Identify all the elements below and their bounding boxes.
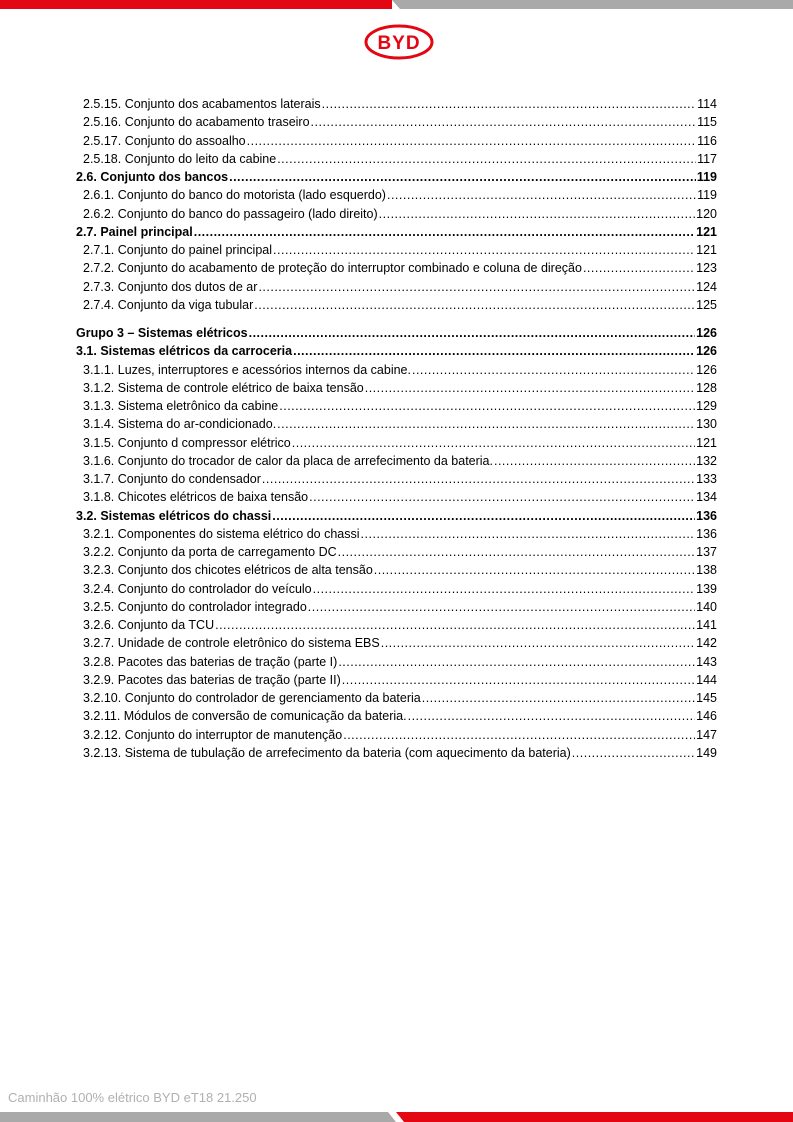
toc-entry[interactable] (76, 342, 717, 360)
toc-entry-title: 3.1.3. Sistema eletrônico da cabine (83, 399, 279, 413)
toc-entry-page: 116 (697, 133, 717, 148)
toc-entry[interactable] (76, 296, 717, 314)
toc-entry-title: 3.2.13. Sistema de tubulação de arrefecimento da bateria (com aquecimento da bateria) (83, 745, 571, 760)
toc-entry[interactable] (76, 278, 717, 296)
toc-dot-leader (292, 434, 695, 452)
toc-entry-page: 142 (696, 636, 717, 651)
toc-entry[interactable] (76, 653, 717, 671)
toc-dot-leader (374, 561, 695, 579)
table-of-contents (76, 95, 717, 762)
toc-entry-title: 2.7. Painel principal (76, 224, 193, 239)
toc-entry-page: 141 (696, 618, 717, 632)
toc-entry[interactable] (76, 507, 717, 525)
toc-entry-title: 3.1.6. Conjunto do trocador de calor da placa de arrefecimento da bateria. (83, 453, 493, 468)
toc-dot-leader (309, 488, 695, 506)
toc-dot-leader (379, 205, 695, 223)
toc-entry[interactable] (76, 434, 717, 452)
toc-dot-leader (342, 671, 695, 689)
toc-entry-title: 2.5.18. Conjunto do leito da cabine (83, 151, 277, 166)
toc-entry-title: 3.2.5. Conjunto do controlador integrado (83, 599, 307, 614)
toc-dot-leader (387, 186, 696, 204)
toc-entry-title: 3.2.4. Conjunto do controlador do veículo (83, 581, 312, 596)
toc-dot-leader (422, 689, 695, 707)
toc-entry-title: 3.1. Sistemas elétricos da carroceria (76, 344, 293, 359)
toc-entry-page: 126 (696, 362, 717, 377)
toc-entry-page: 138 (696, 563, 717, 578)
toc-entry[interactable] (76, 580, 717, 598)
toc-group-spacer (76, 314, 717, 324)
toc-entry-title: 3.2. Sistemas elétricos do chassi (76, 508, 272, 523)
toc-entry[interactable] (76, 95, 717, 113)
toc-entry-title: 2.7.2. Conjunto do acabamento de proteção do interruptor combinado e coluna de direção (83, 261, 582, 276)
toc-entry[interactable] (76, 150, 717, 168)
toc-entry[interactable] (76, 186, 717, 204)
toc-entry-page: 126 (696, 344, 717, 359)
toc-dot-leader (311, 113, 697, 131)
byd-logo (364, 24, 434, 60)
toc-entry-page: 132 (696, 453, 717, 468)
toc-entry[interactable] (76, 726, 717, 744)
toc-entry-page: 146 (696, 709, 717, 724)
toc-dot-leader (258, 278, 695, 296)
toc-entry[interactable] (76, 397, 717, 415)
toc-entry-page: 117 (697, 151, 717, 166)
toc-entry-title: 2.6.2. Conjunto do banco do passageiro (lado direito) (83, 206, 378, 221)
toc-dot-leader (308, 598, 695, 616)
toc-entry-title: 3.1.2. Sistema de controle elétrico de baixa tensão (83, 380, 364, 395)
toc-entry[interactable] (76, 132, 717, 150)
toc-entry-page: 137 (696, 545, 717, 559)
toc-entry-title: 3.1.5. Conjunto d compressor elétrico (83, 435, 291, 450)
toc-entry-page: 140 (696, 599, 717, 614)
toc-dot-leader (412, 361, 695, 379)
toc-entry[interactable] (76, 415, 717, 433)
toc-entry-page: 144 (696, 672, 717, 687)
toc-entry[interactable] (76, 361, 717, 379)
header-red-stripe (0, 0, 392, 9)
toc-dot-leader (273, 241, 695, 259)
toc-entry-page: 136 (696, 526, 717, 541)
toc-entry[interactable] (76, 241, 717, 259)
toc-entry-title: 3.2.11. Módulos de conversão de comunicação da bateria. (83, 709, 407, 724)
toc-dot-leader (194, 223, 695, 241)
toc-entry[interactable] (76, 452, 717, 470)
toc-entry-title: 3.1.4. Sistema do ar-condicionado. (83, 417, 277, 432)
toc-dot-leader (313, 580, 696, 598)
toc-entry[interactable] (76, 561, 717, 579)
toc-entry-page: 149 (696, 745, 717, 760)
toc-entry-page: 134 (696, 490, 717, 505)
toc-entry-title: 3.2.12. Conjunto do interruptor de manutenção (83, 727, 343, 742)
toc-entry-title: 3.1.1. Luzes, interruptores e acessórios internos da cabine. (83, 362, 411, 377)
toc-dot-leader (365, 379, 695, 397)
toc-dot-leader (262, 470, 695, 488)
toc-dot-leader (494, 452, 695, 470)
toc-entry-page: 147 (696, 727, 717, 742)
toc-entry[interactable] (76, 324, 717, 342)
toc-entry-page: 119 (697, 188, 717, 203)
toc-entry-title: 3.2.7. Unidade de controle eletrônico do sistema EBS (83, 636, 380, 651)
toc-entry-page: 115 (697, 115, 717, 130)
toc-entry-title: 3.1.8. Chicotes elétricos de baixa tensão (83, 490, 309, 505)
toc-entry-title: Grupo 3 – Sistemas elétricos (76, 326, 248, 340)
toc-dot-leader (249, 324, 696, 342)
page-footer: Caminhão 100% elétrico BYD eT18 21.250 (8, 1090, 257, 1105)
logo-text: BYD (377, 33, 421, 54)
toc-entry[interactable] (76, 744, 717, 762)
toc-entry-page: 125 (696, 297, 717, 312)
toc-dot-leader (361, 525, 696, 543)
toc-entry-title: 2.5.17. Conjunto do assoalho (83, 133, 246, 148)
toc-dot-leader (322, 95, 696, 113)
toc-entry[interactable] (76, 707, 717, 725)
toc-entry-page: 143 (696, 654, 717, 669)
toc-entry-page: 145 (696, 691, 717, 705)
toc-dot-leader (272, 507, 695, 525)
toc-entry[interactable] (76, 671, 717, 689)
toc-entry-page: 120 (696, 206, 717, 221)
toc-entry-title: 3.2.1. Componentes do sistema elétrico do chassi (83, 526, 360, 541)
toc-dot-leader (277, 150, 696, 168)
toc-dot-leader (338, 543, 696, 561)
toc-dot-leader (572, 744, 695, 762)
toc-entry-title: 2.7.3. Conjunto dos dutos de ar (83, 279, 258, 294)
toc-entry-page: 128 (696, 380, 717, 395)
toc-entry-title: 3.2.10. Conjunto do controlador de gerenciamento da bateria (83, 691, 421, 705)
toc-entry-page: 121 (696, 224, 717, 239)
toc-entry-page: 130 (696, 417, 717, 432)
toc-entry-page: 129 (696, 399, 717, 413)
toc-entry-title: 2.6.1. Conjunto do banco do motorista (lado esquerdo) (83, 188, 386, 203)
toc-entry-page: 136 (696, 508, 717, 523)
toc-entry-page: 139 (696, 581, 717, 596)
toc-entry-title: 2.6. Conjunto dos bancos (76, 170, 229, 184)
toc-dot-leader (215, 616, 695, 634)
toc-dot-leader (254, 296, 695, 314)
toc-entry[interactable] (76, 488, 717, 506)
toc-entry[interactable] (76, 634, 717, 652)
toc-entry-page: 114 (697, 97, 717, 111)
toc-entry-title: 2.7.4. Conjunto da viga tubular (83, 297, 254, 312)
toc-entry-page: 121 (696, 435, 717, 450)
toc-entry-title: 3.2.6. Conjunto da TCU (83, 618, 215, 632)
toc-entry[interactable] (76, 616, 717, 634)
toc-entry-page: 124 (696, 279, 717, 294)
toc-dot-leader (381, 634, 695, 652)
toc-entry-title: 3.2.2. Conjunto da porta de carregamento DC (83, 545, 337, 559)
toc-entry-page: 133 (696, 472, 717, 486)
toc-dot-leader (279, 397, 695, 415)
toc-entry[interactable] (76, 379, 717, 397)
toc-dot-leader (293, 342, 695, 360)
toc-entry[interactable] (76, 113, 717, 131)
toc-entry-title: 2.5.16. Conjunto do acabamento traseiro (83, 115, 310, 130)
toc-entry[interactable] (76, 223, 717, 241)
toc-entry-title: 2.5.15. Conjunto dos acabamentos laterais (83, 97, 321, 111)
toc-entry-title: 3.1.7. Conjunto do condensador (83, 472, 261, 486)
toc-dot-leader (583, 259, 695, 277)
toc-entry-title: 3.2.8. Pacotes das baterias de tração (parte I) (83, 654, 338, 669)
toc-dot-leader (343, 726, 695, 744)
toc-entry-page: 121 (696, 243, 717, 257)
toc-dot-leader (408, 707, 696, 725)
toc-entry[interactable] (76, 525, 717, 543)
toc-entry[interactable] (76, 598, 717, 616)
toc-dot-leader (229, 168, 696, 186)
toc-entry[interactable] (76, 689, 717, 707)
toc-entry[interactable] (76, 543, 717, 561)
toc-entry-title: 2.7.1. Conjunto do painel principal (83, 243, 273, 257)
toc-entry-page: 119 (696, 170, 717, 184)
toc-entry[interactable] (76, 168, 717, 186)
toc-dot-leader (338, 653, 695, 671)
toc-entry-title: 3.2.3. Conjunto dos chicotes elétricos de alta tensão (83, 563, 373, 578)
toc-entry[interactable] (76, 205, 717, 223)
toc-entry-page: 123 (696, 261, 717, 276)
toc-entry-title: 3.2.9. Pacotes das baterias de tração (parte II) (83, 672, 341, 687)
toc-entry[interactable] (76, 259, 717, 277)
toc-entry-page: 126 (696, 326, 717, 340)
toc-entry[interactable] (76, 470, 717, 488)
toc-dot-leader (247, 132, 696, 150)
toc-dot-leader (277, 415, 695, 433)
